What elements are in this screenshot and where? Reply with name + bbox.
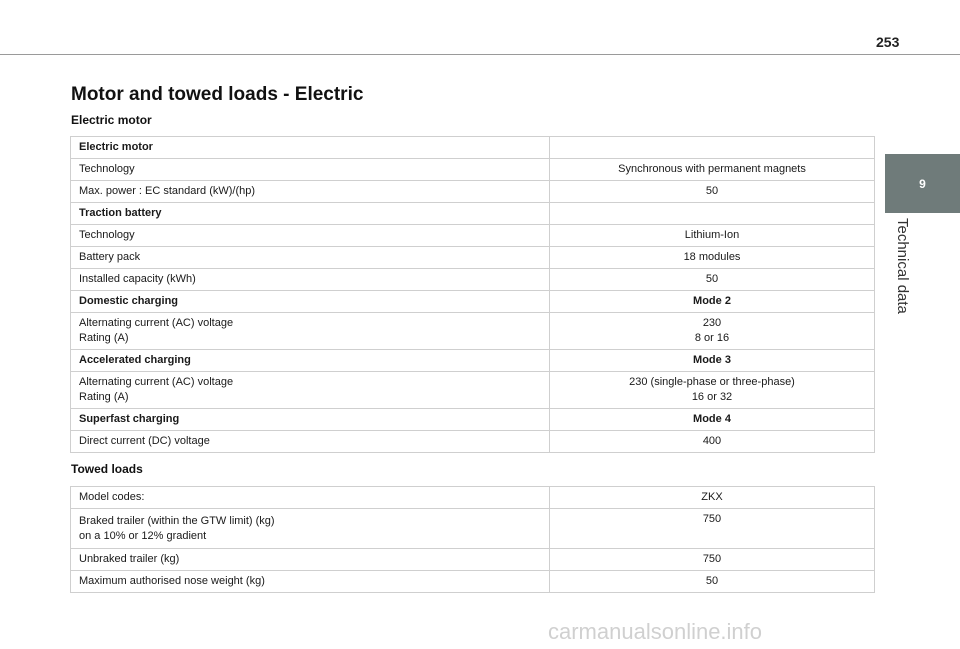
- row-value: 230 (single-phase or three-phase): [629, 376, 795, 388]
- row-label-line2: Rating (A): [79, 332, 129, 344]
- page-title: Motor and towed loads - Electric: [71, 84, 364, 105]
- row-label-line2: on a 10% or 12% gradient: [79, 529, 207, 542]
- row-label: Battery pack: [71, 247, 550, 269]
- row-label: Max. power : EC standard (kW)/(hp): [71, 181, 550, 203]
- electric-motor-table: [70, 136, 875, 453]
- towed-loads-heading: Towed loads: [71, 462, 143, 476]
- header-rule: [0, 54, 960, 55]
- chapter-tab[interactable]: 9: [885, 154, 960, 213]
- row-value: 18 modules: [550, 247, 875, 269]
- row-value-line2: 8 or 16: [694, 332, 730, 344]
- row-value: Lithium-Ion: [550, 225, 875, 247]
- table-row: [71, 549, 875, 571]
- row-value: 50: [550, 181, 875, 203]
- row-label: Installed capacity (kWh): [71, 269, 550, 291]
- row-label: Unbraked trailer (kg): [71, 549, 550, 571]
- towed-loads-table: [70, 486, 875, 593]
- row-label: Maximum authorised nose weight (kg): [71, 571, 550, 593]
- row-value: Mode 3: [550, 350, 875, 372]
- table-row: [71, 247, 875, 269]
- row-label: Domestic charging: [71, 291, 550, 313]
- row-value: 230: [702, 317, 722, 329]
- row-value: Synchronous with permanent magnets: [550, 159, 875, 181]
- row-value: [550, 203, 875, 225]
- row-value: 750: [550, 549, 875, 571]
- row-label: Technology: [71, 225, 550, 247]
- page-number: 253: [876, 34, 900, 50]
- table-row: [71, 313, 875, 350]
- table-row: [71, 487, 875, 509]
- table-row: [71, 137, 875, 159]
- table-row: [71, 159, 875, 181]
- row-label: Accelerated charging: [71, 350, 550, 372]
- table-row: [71, 203, 875, 225]
- row-value: 50: [550, 571, 875, 593]
- row-value: 400: [550, 431, 875, 453]
- row-value: 50: [550, 269, 875, 291]
- row-value: 750: [550, 509, 875, 549]
- row-label: Technology: [71, 159, 550, 181]
- row-value: ZKX: [550, 487, 875, 509]
- row-value-line2: 16 or 32: [691, 391, 733, 403]
- table-row: [71, 225, 875, 247]
- electric-motor-heading: Electric motor: [71, 113, 152, 127]
- table-row: [71, 291, 875, 313]
- row-value: Mode 4: [550, 409, 875, 431]
- row-label: Direct current (DC) voltage: [71, 431, 550, 453]
- chapter-label: Technical data: [894, 218, 911, 314]
- row-value: [550, 137, 875, 159]
- row-value: Mode 2: [550, 291, 875, 313]
- table-row: [71, 571, 875, 593]
- table-row: [71, 372, 875, 409]
- table-row: [71, 181, 875, 203]
- row-label: Alternating current (AC) voltage: [79, 317, 234, 329]
- table-row: [71, 409, 875, 431]
- row-label: Alternating current (AC) voltage: [79, 376, 234, 388]
- table-row: [71, 269, 875, 291]
- row-label: Traction battery: [71, 203, 550, 225]
- table-row: [71, 431, 875, 453]
- watermark: carmanualsonline.info: [548, 619, 763, 644]
- row-label-line2: Rating (A): [79, 391, 129, 403]
- row-label: Superfast charging: [71, 409, 550, 431]
- row-label: Braked trailer (within the GTW limit) (kg): [79, 514, 275, 527]
- row-label: Model codes:: [71, 487, 550, 509]
- row-label: Electric motor: [71, 137, 550, 159]
- table-row: [71, 350, 875, 372]
- table-row: [71, 509, 875, 549]
